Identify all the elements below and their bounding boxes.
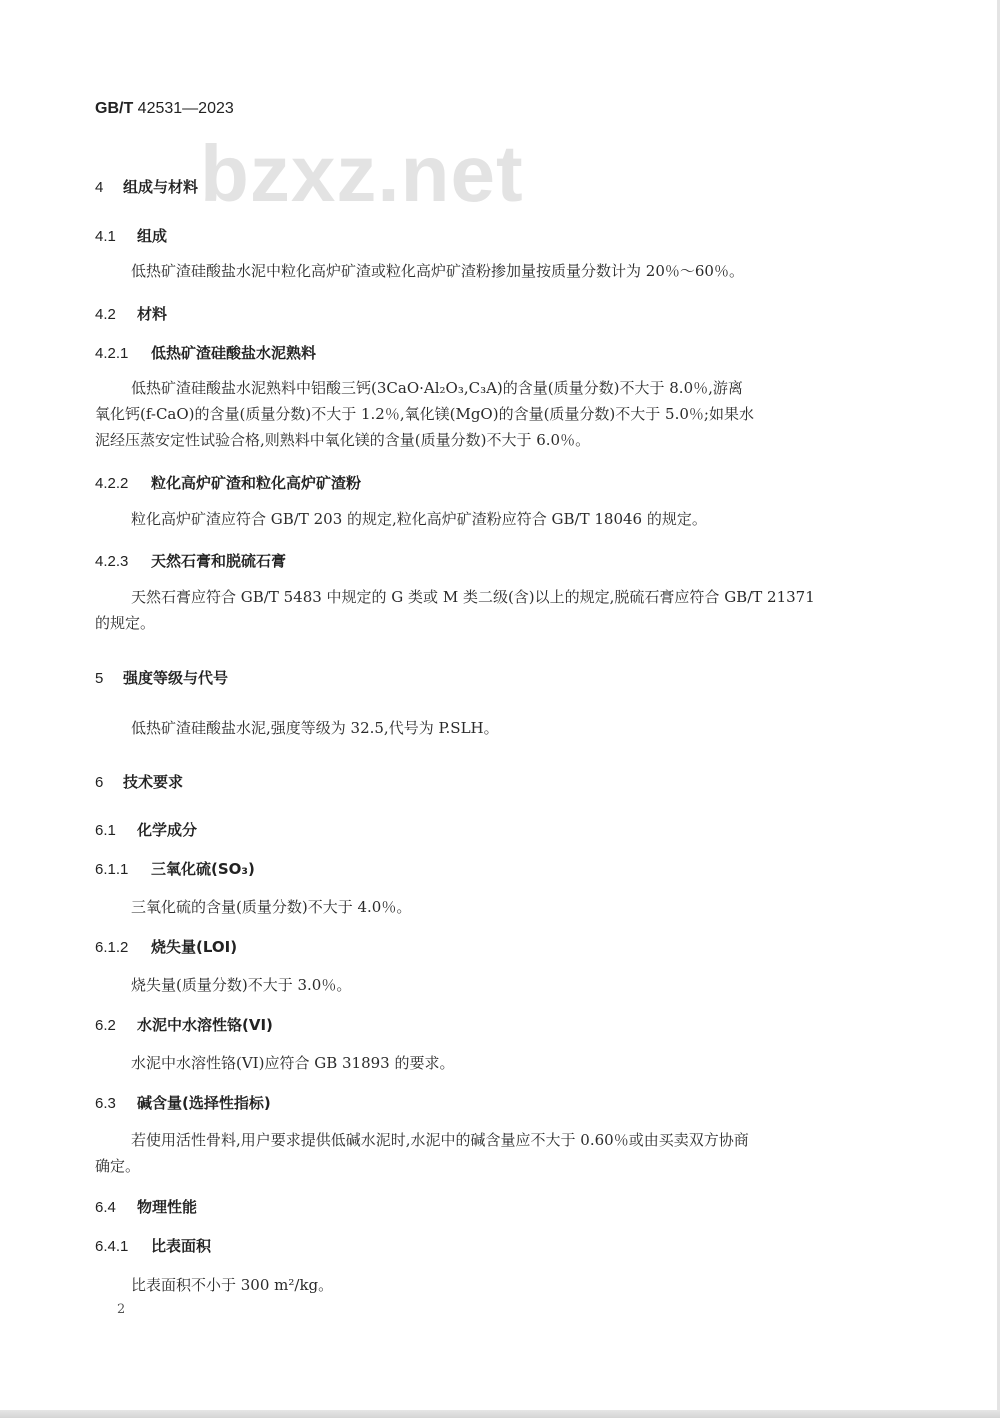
section-4-2-heading: 4.2 材料: [95, 305, 168, 323]
section-6-1-2-text: 烧失量(质量分数)不大于 3.0％。: [131, 976, 352, 994]
section-5-text: 低热矿渣硅酸盐水泥,强度等级为 32.5,代号为 P.SLH。: [131, 719, 499, 737]
standard-number: 42531—2023: [137, 100, 234, 117]
section-4-1-heading: 4.1 组成: [95, 227, 168, 245]
section-4-2-1-heading: 4.2.1 低热矿渣硅酸盐水泥熟料: [95, 344, 317, 362]
section-6-4-1-text: 比表面积不小于 300 m²/kg。: [131, 1276, 334, 1294]
standard-code: GB/T: [95, 100, 134, 117]
section-5-heading: 5 强度等级与代号: [95, 669, 229, 687]
section-4-2-1-text: 低热矿渣硅酸盐水泥熟料中铝酸三钙(3CaO·Al₂O₃,C₃A)的含量(质量分数)不大于 8.0％,游离 氧化钙(f-CaO)的含量(质量分数)不大于 1.2％,氧化镁(MgO)的含量(质量分数)不大于 5.0％;如果水 泥经压蒸安定性试验合格,则熟料中氧化镁的含量(质量分数)不大于 6.0％。: [95, 379, 754, 449]
section-6-1-1-heading: 6.1.1 三氧化硫(SO₃): [95, 860, 255, 878]
section-6-3-text: 若使用活性骨料,用户要求提供低碱水泥时,水泥中的碱含量应不大于 0.60％或由买卖双方协商 确定。: [95, 1131, 749, 1175]
section-6-1-heading: 6.1 化学成分: [95, 821, 198, 839]
page-edge-bottom: [0, 1410, 1000, 1418]
section-6-2-heading: 6.2 水泥中水溶性铬(VI): [95, 1016, 273, 1034]
watermark: bzxz.net: [200, 129, 524, 218]
section-6-1-2-heading: 6.1.2 烧失量(LOI): [95, 938, 238, 956]
section-4-2-2-text: 粒化高炉矿渣应符合 GB/T 203 的规定,粒化高炉矿渣粉应符合 GB/T 18046 的规定。: [131, 510, 707, 528]
section-4-2-3-heading: 4.2.3 天然石膏和脱硫石膏: [95, 552, 287, 570]
section-4-2-3-text: 天然石膏应符合 GB/T 5483 中规定的 G 类或 M 类二级(含)以上的规定,脱硫石膏应符合 GB/T 21371 的规定。: [95, 588, 815, 632]
standard-header: [95, 100, 234, 118]
section-4-heading: 4 组成与材料: [95, 178, 199, 196]
section-4-2-2-heading: 4.2.2 粒化高炉矿渣和粒化高炉矿渣粉: [95, 474, 362, 492]
section-4-1-text: 低热矿渣硅酸盐水泥中粒化高炉矿渣或粒化高炉矿渣粉掺加量按质量分数计为 20％～60％。: [131, 262, 744, 280]
page-number: 2: [117, 1302, 126, 1317]
section-6-4-heading: 6.4 物理性能: [95, 1198, 198, 1216]
section-6-heading: 6 技术要求: [95, 773, 184, 791]
section-6-4-1-heading: 6.4.1 比表面积: [95, 1237, 212, 1255]
section-6-3-heading: 6.3 碱含量(选择性指标): [95, 1094, 271, 1112]
section-6-1-1-text: 三氧化硫的含量(质量分数)不大于 4.0％。: [131, 898, 412, 916]
section-6-2-text: 水泥中水溶性铬(VI)应符合 GB 31893 的要求。: [131, 1054, 455, 1072]
